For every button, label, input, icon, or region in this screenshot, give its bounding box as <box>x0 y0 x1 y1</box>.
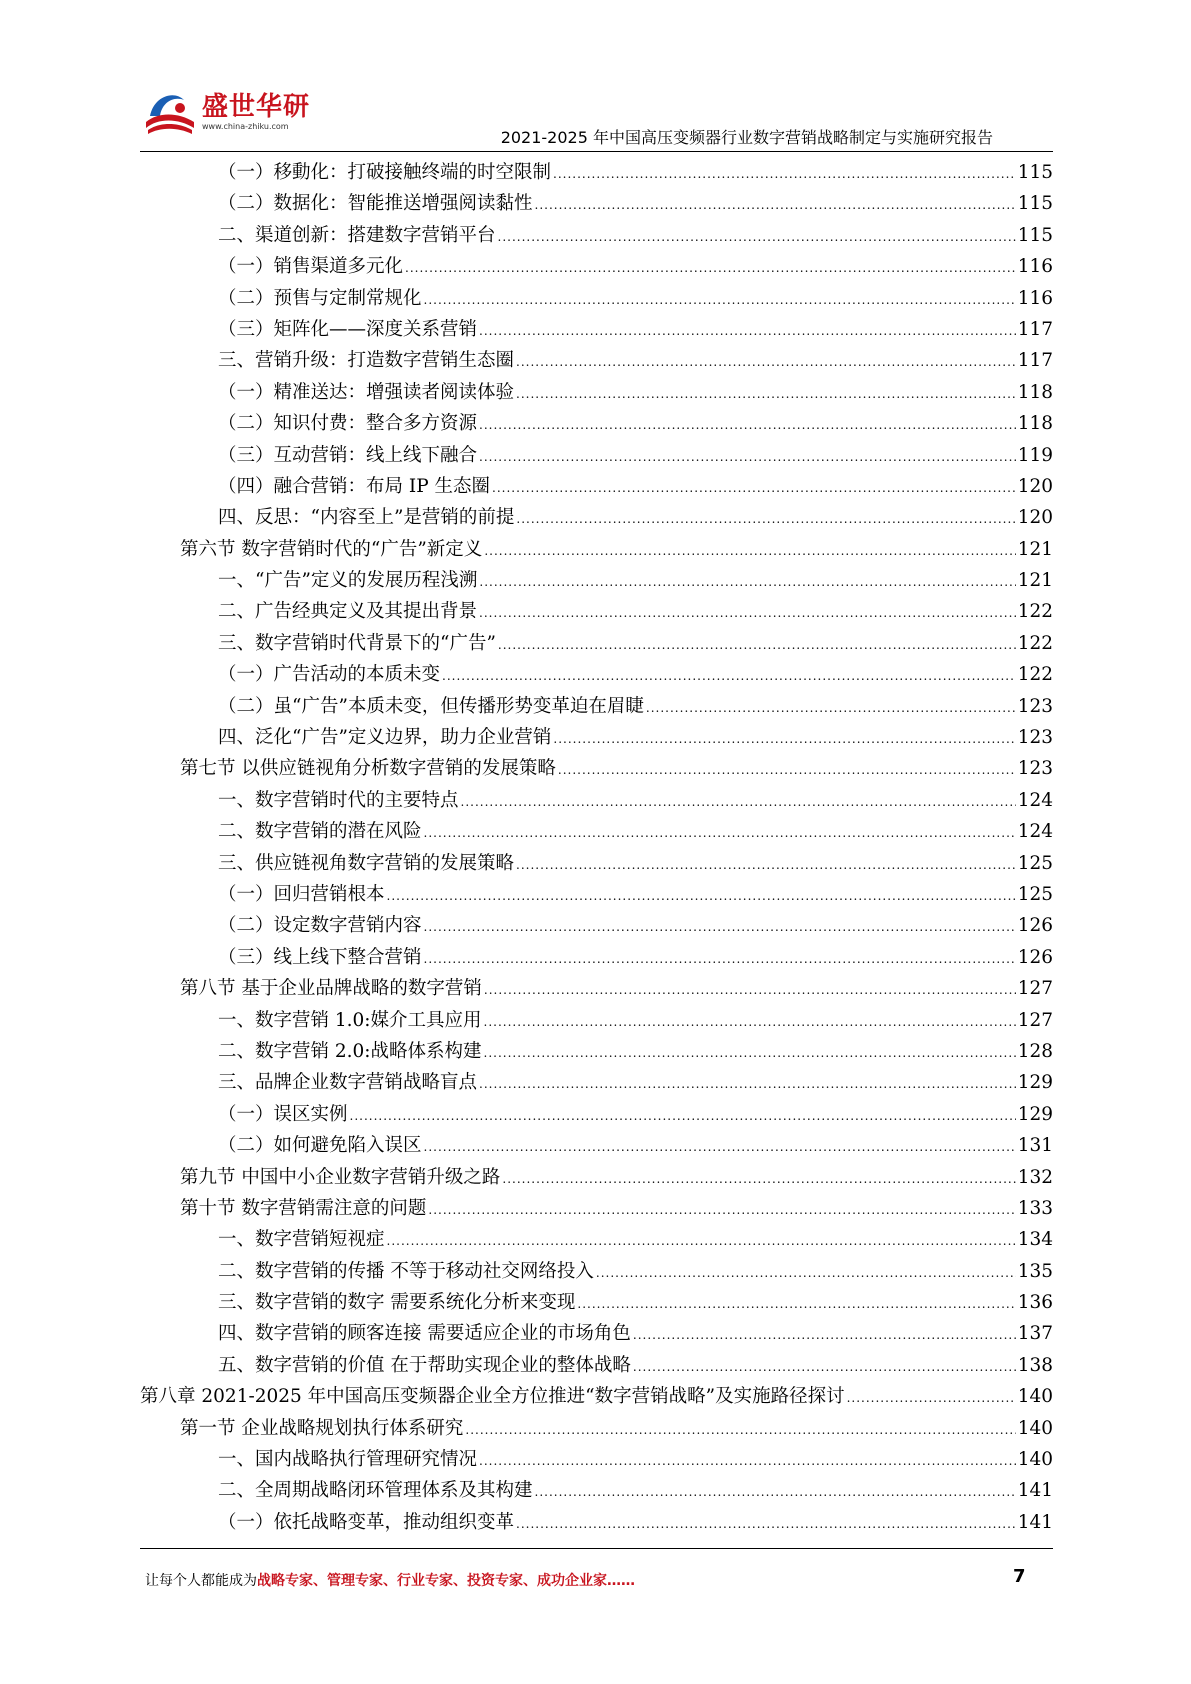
toc-entry-page: 125 <box>1017 883 1053 905</box>
toc-entry[interactable] <box>140 189 1053 220</box>
toc-leader-dots <box>424 1140 1016 1154</box>
toc-entry-title: 第六节 数字营销时代的“广告”新定义 <box>180 538 483 560</box>
toc-leader-dots <box>387 889 1016 903</box>
toc-leader-dots <box>424 293 1016 307</box>
toc-entry[interactable] <box>140 1288 1053 1319</box>
toc-entry[interactable] <box>140 1351 1053 1382</box>
toc-entry-page: 124 <box>1017 821 1053 843</box>
toc-entry-page: 120 <box>1017 475 1053 497</box>
toc-entry-page: 118 <box>1017 381 1053 403</box>
toc-leader-dots <box>492 481 1016 495</box>
toc-leader-dots <box>479 1454 1016 1468</box>
toc-leader-dots <box>516 387 1016 401</box>
toc-leader-dots <box>424 952 1016 966</box>
toc-entry-page: 129 <box>1017 1072 1053 1094</box>
toc-leader-dots <box>502 1172 1015 1186</box>
toc-entry-title: （二）虽“广告”本质未变，但传播形势变革迫在眉睫 <box>218 695 644 717</box>
toc-leader-dots <box>461 795 1016 809</box>
toc-entry[interactable] <box>140 1194 1053 1225</box>
toc-leader-dots <box>516 355 1016 369</box>
toc-leader-dots <box>535 198 1016 212</box>
toc-entry-page: 134 <box>1017 1229 1053 1251</box>
page-number: 7 <box>1013 1566 1026 1587</box>
toc-leader-dots <box>498 638 1016 652</box>
toc-leader-dots <box>479 418 1016 432</box>
toc-entry-page: 119 <box>1017 444 1053 466</box>
toc-entry-title: （二）如何避免陷入误区 <box>218 1135 422 1157</box>
toc-entry-page: 123 <box>1017 758 1053 780</box>
toc-entry-title: 四、泛化“广告”定义边界，助力企业营销 <box>218 727 552 749</box>
toc-entry-page: 115 <box>1017 224 1053 246</box>
toc-entry-page: 132 <box>1017 1166 1053 1188</box>
toc-leader-dots <box>479 450 1016 464</box>
toc-entry-page: 116 <box>1017 256 1053 278</box>
toc-entry[interactable] <box>140 378 1053 409</box>
toc-leader-dots <box>479 1077 1016 1091</box>
toc-entry-title: （三）线上线下整合营销 <box>218 946 422 968</box>
toc-entry-title: 五、数字营销的价值 在于帮助实现企业的整体战略 <box>218 1354 631 1376</box>
footer-slogan <box>145 1570 635 1590</box>
toc-entry[interactable] <box>140 472 1053 503</box>
toc-leader-dots <box>498 230 1016 244</box>
toc-entry-title: （一）销售渠道多元化 <box>218 256 404 278</box>
toc-entry-title: 一、“广告”定义的发展历程浅溯 <box>218 570 478 592</box>
toc-entry-title: 第七节 以供应链视角分析数字营销的发展策略 <box>180 758 556 780</box>
toc-entry[interactable] <box>140 315 1053 346</box>
toc-leader-dots <box>442 669 1016 683</box>
toc-entry[interactable] <box>140 597 1053 628</box>
toc-entry-title: （一）精准送达：增强读者阅读体验 <box>218 381 515 403</box>
toc-entry-title: 二、数字营销的传播 不等于移动社交网络投入 <box>218 1260 594 1282</box>
toc-entry-title: （一）移動化：打破接触终端的时空限制 <box>218 162 552 183</box>
toc-entry-page: 133 <box>1017 1197 1053 1219</box>
logo-url: www.china-zhiku.com <box>202 122 289 131</box>
toc-leader-dots <box>484 1046 1016 1060</box>
toc-entry[interactable] <box>140 252 1053 283</box>
toc-entry[interactable] <box>140 1508 1053 1539</box>
toc-entry-title: 二、广告经典定义及其提出背景 <box>218 601 478 623</box>
logo-text: 盛世华研 <box>202 92 311 122</box>
toc-entry-title: 一、数字营销 1.0:媒介工具应用 <box>218 1009 482 1031</box>
toc-entry-page: 117 <box>1017 350 1053 372</box>
toc-entry[interactable] <box>140 409 1053 440</box>
toc-entry-title: 四、反思：“内容至上”是营销的前提 <box>218 507 515 529</box>
toc-entry-title: 三、数字营销时代背景下的“广告” <box>218 632 496 654</box>
toc-entry-page: 122 <box>1017 664 1053 686</box>
toc-entry-page: 125 <box>1017 852 1053 874</box>
toc-leader-dots <box>633 1360 1016 1374</box>
toc-entry-page: 131 <box>1017 1135 1053 1157</box>
toc-entry-title: （一）回归营销根本 <box>218 883 385 905</box>
toc-entry-title: （二）数据化：智能推送增强阅读黏性 <box>218 193 533 215</box>
toc-entry[interactable] <box>140 1225 1053 1256</box>
toc-entry[interactable] <box>140 880 1053 911</box>
toc-entry[interactable] <box>140 158 1053 189</box>
toc-entry-page: 116 <box>1017 287 1053 309</box>
footer-slogan-prefix: 让每个人都能成为 <box>145 1573 257 1589</box>
toc-entry-page: 141 <box>1017 1511 1053 1533</box>
footer-divider <box>140 1548 1053 1549</box>
toc-leader-dots <box>484 1015 1016 1029</box>
toc-leader-dots <box>350 1109 1016 1123</box>
toc-entry[interactable] <box>140 1100 1053 1131</box>
toc-entry-page: 135 <box>1017 1260 1053 1282</box>
toc-entry[interactable] <box>140 723 1053 754</box>
toc-entry[interactable] <box>140 346 1053 377</box>
toc-entry-page: 122 <box>1017 632 1053 654</box>
toc-entry[interactable] <box>140 1319 1053 1350</box>
toc-entry[interactable] <box>140 1476 1053 1507</box>
toc-entry-title: （二）知识付费：整合多方资源 <box>218 413 478 435</box>
toc-leader-dots <box>516 512 1015 526</box>
toc-leader-dots <box>596 1266 1016 1280</box>
toc-entry-page: 121 <box>1017 570 1053 592</box>
toc-entry[interactable] <box>140 284 1053 315</box>
toc-entry-title: 二、数字营销 2.0:战略体系构建 <box>218 1040 482 1062</box>
toc-entry-title: 第十节 数字营销需注意的问题 <box>180 1197 427 1219</box>
toc-entry[interactable] <box>140 221 1053 252</box>
toc-entry-page: 123 <box>1017 695 1053 717</box>
toc-entry-title: （四）融合营销：布局 IP 生态圈 <box>218 475 491 497</box>
toc-leader-dots <box>535 1485 1016 1499</box>
toc-entry[interactable] <box>140 911 1053 942</box>
toc-entry[interactable] <box>140 1382 1053 1413</box>
toc-leader-dots <box>479 606 1016 620</box>
toc-entry-page: 136 <box>1017 1292 1053 1314</box>
toc-entry-title: 第八章 2021-2025 年中国高压变频器企业全方位推进“数字营销战略”及实施路径探讨 <box>140 1386 845 1408</box>
toc-entry[interactable] <box>140 660 1053 691</box>
toc-entry-title: （一）依托战略变革，推动组织变革 <box>218 1511 515 1533</box>
toc-entry-page: 141 <box>1017 1480 1053 1502</box>
toc-entry[interactable] <box>140 503 1053 534</box>
toc-entry-page: 122 <box>1017 601 1053 623</box>
toc-entry-page: 115 <box>1017 193 1053 215</box>
toc-entry[interactable] <box>140 754 1053 785</box>
toc-entry[interactable] <box>140 1163 1053 1194</box>
toc-entry[interactable] <box>140 1445 1053 1476</box>
toc-entry-page: 115 <box>1017 162 1053 183</box>
toc-entry-page: 126 <box>1017 946 1053 968</box>
toc-entry-title: 三、供应链视角数字营销的发展策略 <box>218 852 515 874</box>
toc-leader-dots <box>847 1391 1016 1405</box>
toc-entry[interactable] <box>140 1006 1053 1037</box>
toc-entry-page: 127 <box>1017 978 1053 1000</box>
toc-entry-page: 121 <box>1017 538 1053 560</box>
toc-entry-title: （三）矩阵化——深度关系营销 <box>218 318 478 340</box>
toc-entry[interactable] <box>140 441 1053 472</box>
toc-entry-title: 二、数字营销的潜在风险 <box>218 821 422 843</box>
toc-entry-page: 140 <box>1017 1386 1053 1408</box>
toc-entry-page: 120 <box>1017 507 1053 529</box>
toc-entry[interactable] <box>140 1131 1053 1162</box>
toc-entry[interactable] <box>140 786 1053 817</box>
page-header <box>0 0 1191 160</box>
toc-entry-page: 137 <box>1017 1323 1053 1345</box>
toc-leader-dots <box>479 575 1015 589</box>
toc-entry-page: 124 <box>1017 789 1053 811</box>
toc-entry-title: 三、营销升级：打造数字营销生态圈 <box>218 350 515 372</box>
toc-entry[interactable] <box>140 629 1053 660</box>
toc-entry-title: （一）误区实例 <box>218 1103 348 1125</box>
toc-entry[interactable] <box>140 974 1053 1005</box>
toc-leader-dots <box>516 1517 1016 1531</box>
toc-leader-dots <box>558 763 1016 777</box>
toc-entry-title: 四、数字营销的顾客连接 需要适应企业的市场角色 <box>218 1323 631 1345</box>
toc-leader-dots <box>516 858 1016 872</box>
toc-entry-page: 140 <box>1017 1449 1053 1471</box>
toc-entry[interactable] <box>140 1068 1053 1099</box>
toc-entry-title: （二）预售与定制常规化 <box>218 287 422 309</box>
toc-entry-title: 一、数字营销时代的主要特点 <box>218 789 459 811</box>
header-divider <box>140 151 1053 152</box>
toc-entry-title: 第八节 基于企业品牌战略的数字营销 <box>180 978 482 1000</box>
logo-icon <box>140 82 200 142</box>
toc-leader-dots <box>484 544 1015 558</box>
toc-leader-dots <box>424 920 1016 934</box>
report-title: 2021-2025 年中国高压变频器行业数字营销战略制定与实施研究报告 <box>500 128 993 147</box>
toc-leader-dots <box>484 983 1016 997</box>
toc-entry-title: 三、品牌企业数字营销战略盲点 <box>218 1072 478 1094</box>
toc-entry[interactable] <box>140 1257 1053 1288</box>
toc-entry[interactable] <box>140 943 1053 974</box>
toc-leader-dots <box>646 701 1016 715</box>
toc-entry-page: 138 <box>1017 1354 1053 1376</box>
footer-slogan-highlight: 战略专家、管理专家、行业专家、投资专家、成功企业家…… <box>257 1573 635 1589</box>
toc-entry-title: 二、全周期战略闭环管理体系及其构建 <box>218 1480 533 1502</box>
toc-entry[interactable] <box>140 849 1053 880</box>
toc-entry-page: 126 <box>1017 915 1053 937</box>
toc-entry-title: 一、国内战略执行管理研究情况 <box>218 1449 478 1471</box>
toc-entry[interactable] <box>140 1037 1053 1068</box>
toc-entry-page: 129 <box>1017 1103 1053 1125</box>
toc-leader-dots <box>479 324 1016 338</box>
toc-entry-title: 一、数字营销短视症 <box>218 1229 385 1251</box>
company-logo <box>140 82 315 142</box>
toc-entry-title: 二、渠道创新：搭建数字营销平台 <box>218 224 496 246</box>
toc-entry-title: （一）广告活动的本质未变 <box>218 664 441 686</box>
table-of-contents <box>140 158 1053 1539</box>
toc-leader-dots <box>387 1234 1016 1248</box>
toc-entry[interactable] <box>140 566 1053 597</box>
toc-leader-dots <box>553 167 1016 181</box>
toc-entry-title: （三）互动营销：线上线下融合 <box>218 444 478 466</box>
toc-leader-dots <box>428 1203 1015 1217</box>
toc-leader-dots <box>465 1423 1015 1437</box>
toc-entry-title: 第九节 中国中小企业数字营销升级之路 <box>180 1166 501 1188</box>
toc-leader-dots <box>553 732 1015 746</box>
toc-entry-page: 127 <box>1017 1009 1053 1031</box>
toc-leader-dots <box>405 261 1016 275</box>
toc-entry-page: 117 <box>1017 318 1053 340</box>
toc-entry-page: 140 <box>1017 1417 1053 1439</box>
toc-entry-page: 118 <box>1017 413 1053 435</box>
toc-leader-dots <box>577 1297 1015 1311</box>
toc-leader-dots <box>633 1328 1016 1342</box>
toc-entry-title: 第一节 企业战略规划执行体系研究 <box>180 1417 464 1439</box>
toc-entry-title: （二）设定数字营销内容 <box>218 915 422 937</box>
toc-entry-page: 123 <box>1017 727 1053 749</box>
toc-entry[interactable] <box>140 692 1053 723</box>
toc-leader-dots <box>424 826 1016 840</box>
toc-entry[interactable] <box>140 817 1053 848</box>
toc-entry-page: 128 <box>1017 1040 1053 1062</box>
toc-entry-title: 三、数字营销的数字 需要系统化分析来变现 <box>218 1292 576 1314</box>
toc-entry[interactable] <box>140 1414 1053 1445</box>
toc-entry[interactable] <box>140 535 1053 566</box>
